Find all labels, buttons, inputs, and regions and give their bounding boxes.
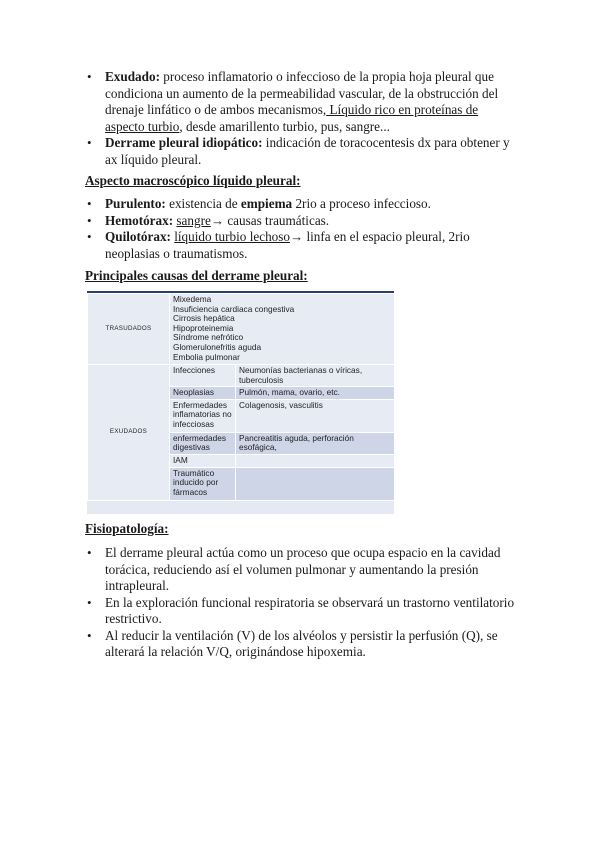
aspecto-bullet-list [85, 196, 515, 262]
table-row [88, 294, 395, 365]
table-row: Neoplasias Pulmón, mama, ovario, etc. [88, 387, 395, 400]
list-item: • En la exploración funcional respiratoria se observará un trastorno ventilatorio restrictivo. [85, 595, 515, 628]
table-row: Traumático inducido por fármacos [88, 467, 395, 500]
table-row: IAM [88, 454, 395, 467]
list-item: • Al reducir la ventilación (V) de los alvéolos y persistir la perfusión (Q), se alterará la relación V/Q, originándose hipoxemia. [85, 628, 515, 661]
table-row: EXUDADOS Infecciones Neumonías bacterianas o víricas, tuberculosis [88, 365, 395, 387]
exudado-bullet-list [85, 69, 515, 168]
table-row: enfermedades digestivas Pancreatitis aguda, perforación esofágica, [88, 432, 395, 454]
arrow-icon: → [289, 229, 304, 244]
heading-causas: Principales causas del derrame pleural: [85, 268, 308, 283]
heading-fisiopatologia: Fisiopatología: [85, 521, 169, 536]
list-item: • Derrame pleural idiopático: indicación de toracocentesis dx para obtener y ax líquido pleural. [85, 135, 515, 168]
table-row: Enfermedades inflamatorias no infecciosas Colagenosis, vasculitis [88, 399, 395, 432]
term: Exudado: [105, 69, 160, 84]
list-item: • Purulento: existencia de empiema 2rio a proceso infeccioso. [85, 196, 515, 213]
arrow-icon: → [210, 212, 225, 228]
exudados-label: EXUDADOS [88, 365, 170, 501]
list-item: • Quilotórax: líquido turbio lechoso→ linfa en el espacio pleural, 2rio neoplasias o traumatismos. [85, 229, 515, 262]
trasudados-causes: Mixedema Insuficiencia cardiaca congestiva Cirrosis hepática Hipoproteinemia Síndrome nefrótico Glomerulonefritis aguda Embolia pulmonar [170, 294, 395, 365]
term: Derrame pleural idiopático: [105, 135, 263, 150]
causes-table [87, 291, 394, 514]
fisio-bullet-list [85, 545, 515, 661]
list-item: • El derrame pleural actúa como un proceso que ocupa espacio en la cavidad torácica, reduciendo así el volumen pulmonar y aumentando la presión intrapleural. [85, 545, 515, 595]
list-item: • Hemotórax: sangre→ causas traumáticas. [85, 213, 515, 230]
trasudados-label: TRASUDADOS [88, 294, 170, 365]
list-item: • Exudado: proceso inflamatorio o infeccioso de la propia hoja pleural que condiciona un aumento de la permeabilidad vascular, de la obstrucción del drenaje linfático o de ambos mecanismos, Líquido rico en proteínas de aspecto turbio, desde amarillento turbio, pus, sangre... [85, 69, 515, 135]
heading-aspecto: Aspecto macroscópico líquido pleural: [85, 173, 301, 188]
